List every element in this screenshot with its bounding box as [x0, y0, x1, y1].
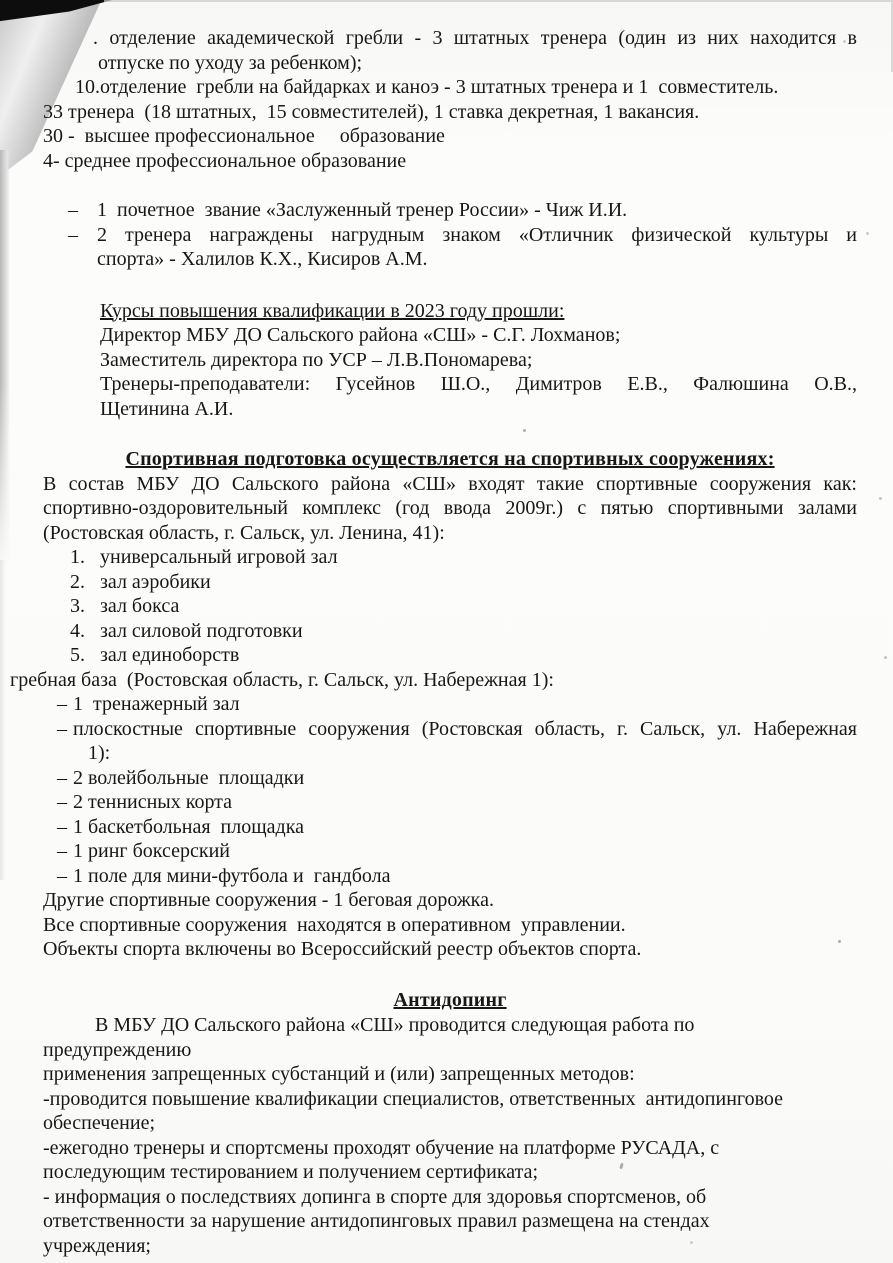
scan-speck: [879, 497, 882, 500]
award-item-1-text: 1 почетное звание «Заслуженный тренер России» - Чиж И.И.: [97, 199, 628, 221]
antidoping-line-7: последующим тестированием и получением сертификата;: [43, 1161, 539, 1183]
base-item-6-text: 1 ринг боксерский: [73, 840, 231, 862]
section-antidoping: [43, 988, 857, 1259]
dash-marker: –: [57, 766, 67, 789]
list-number-marker: 4.: [70, 619, 85, 642]
courses-deputy-line: Заместитель директора по УСР – Л.В.Пономарева;: [100, 348, 533, 371]
hall-item-4: [70, 619, 857, 644]
hall-item-2-text: зал аэробики: [100, 570, 211, 593]
staffing-item9-line2: отпуске по уходу за ребенком);: [98, 51, 363, 74]
staffing-secondary-education-line: 4- среднее профессиональное образование: [43, 149, 407, 172]
base-item-5-text: 1 баскетбольная площадка: [73, 815, 304, 838]
hall-item-4-text: зал силовой подготовки: [100, 619, 303, 642]
antidoping-line-1: В МБУ ДО Сальского района «СШ» проводится следующая работа по: [95, 1014, 695, 1036]
section-courses: [100, 299, 857, 422]
hall-item-1-text: универсальный игровой зал: [100, 546, 338, 568]
section-awards: [43, 198, 857, 272]
scan-speck: [843, 40, 846, 43]
base-item-3-text: 2 волейбольные площадки: [73, 766, 305, 789]
staffing-higher-education-line: 30 - высшее профессиональное образование: [43, 125, 445, 147]
base-item-7: [57, 864, 857, 889]
section-facilities: [10, 447, 857, 962]
antidoping-line-4: -проводится повышение квалификации специалистов, ответственных антидопинговое: [43, 1087, 784, 1110]
dash-marker: –: [57, 840, 67, 862]
antidoping-line-9: ответственности за нарушение антидопинговых правил размещена на стендах: [43, 1210, 710, 1232]
courses-trainers-line1: Тренеры-преподаватели: Гусейнов Ш.О., Димитров Е.В., Фалюшина О.В.,: [100, 373, 857, 395]
scan-speck: [690, 1241, 693, 1244]
scan-speck: [866, 232, 869, 235]
list-number-marker: 5.: [70, 644, 85, 666]
dash-marker: –: [57, 717, 67, 740]
staffing-total-line: 33 тренера (18 штатных, 15 совместителей), 1 ставка декретная, 1 вакансия.: [43, 100, 700, 123]
staffing-item9-line1: . отделение академической гребли - 3 штатных тренера (один из них находится в: [93, 27, 857, 49]
hall-item-2: [70, 570, 857, 595]
base-item-3: [57, 766, 857, 791]
antidoping-line-5: обеспечение;: [43, 1112, 156, 1134]
scan-speck: [884, 656, 887, 659]
scan-speck: [523, 429, 526, 432]
dash-marker: –: [68, 199, 78, 221]
award-item-1: [68, 198, 857, 223]
hall-item-3-text: зал бокса: [100, 595, 180, 617]
hall-item-5: [70, 643, 857, 668]
base-item-6: [57, 839, 857, 864]
facilities-intro-line2: спортивно-оздоровительный комплекс (год ввода 2009г.) с пятью спортивными залами: [43, 497, 857, 519]
base-item-1-text: 1 тренажерный зал: [73, 693, 240, 715]
list-number-marker: 10.: [75, 76, 100, 98]
courses-director-line: Директор МБУ ДО Сальского района «СШ» - С.Г. Лохманов;: [100, 324, 621, 346]
scan-speck: [838, 940, 841, 943]
base-item-4: [57, 790, 857, 815]
antidoping-line-8: - информация о последствиях допинга в спорте для здоровья спортсменов, об: [43, 1185, 707, 1208]
antidoping-heading: Антидопинг: [393, 988, 507, 1011]
dash-marker: –: [57, 864, 67, 887]
base-item-2-text-line2: 1):: [88, 742, 111, 764]
hall-item-3: [70, 594, 857, 619]
courses-heading: Курсы повышения квалификации в 2023 году прошли:: [100, 299, 565, 322]
award-item-2-text-line1: 2 тренера награждены нагрудным знаком «Отличник физической культуры и: [97, 223, 857, 246]
base-item-1: [57, 692, 857, 717]
hall-item-1: [70, 545, 857, 570]
antidoping-line-2: предупреждению: [43, 1038, 192, 1061]
base-item-4-text: 2 теннисных корта: [73, 791, 233, 813]
dash-marker: –: [57, 791, 67, 813]
antidoping-line-3: применения запрещенных субстанций и (или) запрещенных методов:: [43, 1063, 635, 1085]
list-number-marker: 3.: [70, 595, 85, 617]
facilities-intro-line1: В состав МБУ ДО Сальского района «СШ» входят такие спортивные сооружения как:: [43, 472, 857, 495]
courses-trainers-line2: Щетинина А.И.: [100, 397, 234, 420]
facilities-management-line: Все спортивные сооружения находятся в оперативном управлении.: [43, 913, 626, 936]
award-item-2-text-line2: спорта» - Халилов К.Х., Кисиров А.М.: [97, 248, 428, 270]
list-number-marker: 1.: [70, 546, 85, 568]
staffing-item10-text: отделение гребли на байдарках и каноэ - 3 штатных тренера и 1 совместитель.: [100, 76, 779, 98]
rowing-base-line: гребная база (Ростовская область, г. Сальск, ул. Набережная 1):: [10, 668, 554, 691]
antidoping-paragraph: [43, 1013, 857, 1258]
facilities-other-line: Другие спортивные сооружения - 1 беговая дорожка.: [43, 889, 494, 911]
facilities-intro-line3: (Ростовская область, г. Сальск, ул. Ленина, 41):: [43, 521, 445, 544]
base-item-2: [57, 717, 857, 742]
staffing-item10: [75, 75, 857, 100]
antidoping-line-6: -ежегодно тренеры и спортсмены проходят обучение на платформе РУСАДА, с: [43, 1136, 720, 1159]
base-item-7-text: 1 поле для мини-футбола и гандбола: [73, 864, 391, 887]
list-number-marker: 2.: [70, 570, 85, 593]
facilities-heading: Спортивная подготовка осуществляется на спортивных сооружениях:: [125, 448, 775, 470]
base-item-2-text-line1: плоскостные спортивные сооружения (Ростовская область, г. Сальск, ул. Набережная: [73, 717, 857, 740]
hall-item-5-text: зал единоборств: [100, 644, 240, 666]
dash-marker: –: [57, 815, 67, 838]
antidoping-line-10: учреждения;: [43, 1234, 151, 1257]
base-item-5: [57, 815, 857, 840]
award-item-2: [68, 223, 857, 248]
dash-marker: –: [68, 223, 78, 246]
section-staffing: [43, 26, 857, 173]
dash-marker: –: [57, 693, 67, 715]
facilities-registry-line: Объекты спорта включены во Всероссийский реестр объектов спорта.: [43, 938, 642, 960]
